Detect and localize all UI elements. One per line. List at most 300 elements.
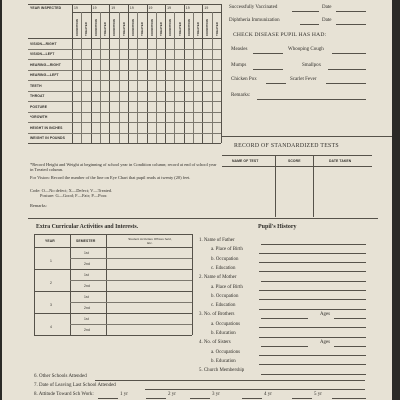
grid-cell[interactable] xyxy=(202,101,211,112)
posture-note: Posture: G—Good; F—Fair; P—Poor. xyxy=(40,193,108,198)
extra-year-label: 3 xyxy=(50,303,52,307)
grid-cell[interactable] xyxy=(128,101,137,112)
grid-col-header: TREATED xyxy=(140,22,145,36)
extra-activity-cell[interactable] xyxy=(107,270,191,279)
diphtheria-date-field[interactable] xyxy=(336,24,366,25)
vaccinated-date-field[interactable] xyxy=(336,11,366,12)
top-remarks-field[interactable] xyxy=(257,99,366,100)
vaccinated-label: Successfully Vaccinated xyxy=(229,5,278,10)
grid-col-header: TREATED xyxy=(84,22,89,36)
grid-cell[interactable] xyxy=(81,133,90,144)
grid-cell[interactable] xyxy=(109,49,118,60)
extra-heading: Extra Curricular Activities and Interests. xyxy=(36,224,139,230)
leaving-date-label: 7. Date of Leaving Last School Attended xyxy=(34,383,116,388)
grid-cell[interactable] xyxy=(174,70,183,81)
grid-cell[interactable] xyxy=(184,91,193,102)
year-prefix: 19 xyxy=(111,6,116,10)
history-item: 1. Name of Father xyxy=(199,238,235,243)
diphtheria-date-label: Date xyxy=(322,18,332,23)
attitude-field[interactable] xyxy=(242,398,262,399)
grid-cell[interactable] xyxy=(72,91,81,102)
grid-cell[interactable] xyxy=(193,112,202,123)
grid-cell[interactable] xyxy=(212,70,221,81)
grid-cell[interactable] xyxy=(174,59,183,70)
grid-cell[interactable] xyxy=(193,59,202,70)
grid-cell[interactable] xyxy=(156,122,165,133)
history-item: 2. Name of Mother xyxy=(199,275,237,281)
extra-row-line xyxy=(34,335,192,336)
top-right-divider xyxy=(222,136,392,137)
extra-semester-label: 2nd xyxy=(84,262,90,266)
grid-cell[interactable] xyxy=(184,101,193,112)
grid-cell[interactable] xyxy=(202,59,211,70)
disease-scarlet-fever: Scarlet Fever xyxy=(290,77,317,82)
grid-cell[interactable] xyxy=(174,49,183,60)
grid-cell[interactable] xyxy=(72,122,81,133)
history-item: a. Occupations xyxy=(211,321,241,327)
grid-cell[interactable] xyxy=(128,70,137,81)
grid-cell[interactable] xyxy=(100,59,109,70)
year-prefix: 19 xyxy=(74,6,78,10)
history-item: a. Place of Birth xyxy=(211,284,243,290)
history-field[interactable] xyxy=(259,309,366,310)
grid-col-header: CONDITION xyxy=(149,19,154,36)
grid-cell[interactable] xyxy=(137,133,146,144)
measles-field[interactable] xyxy=(253,53,283,54)
grid-cell[interactable] xyxy=(202,112,211,123)
tests-header-top xyxy=(222,155,372,156)
tests-col-name: NAME OF TEST xyxy=(232,159,259,163)
grid-cell[interactable] xyxy=(128,80,137,91)
grid-cell[interactable] xyxy=(137,122,146,133)
grid-cell[interactable] xyxy=(100,38,109,49)
history-item: b. Occupation xyxy=(211,256,239,262)
leaving-date-field[interactable] xyxy=(145,389,365,390)
history-item: a. Occupations xyxy=(211,349,241,355)
grid-cell[interactable] xyxy=(109,101,118,112)
attitude-field[interactable] xyxy=(146,398,166,399)
history-item: 5. Church Membership xyxy=(199,368,245,374)
history-field[interactable] xyxy=(259,271,366,272)
disease-smallpox: Smallpox xyxy=(302,63,322,68)
history-field[interactable] xyxy=(261,281,366,282)
diphtheria-label: Diphtheria Immunization xyxy=(229,18,280,23)
grid-cell[interactable] xyxy=(165,91,174,102)
grid-row-label: HEARING—LEFT xyxy=(30,73,59,77)
grid-cell[interactable] xyxy=(81,80,90,91)
grid-cell[interactable] xyxy=(165,101,174,112)
grid-col-header: CONDITION xyxy=(112,19,117,36)
grid-cell[interactable] xyxy=(91,80,100,91)
grid-cell[interactable] xyxy=(156,101,165,112)
grid-cell[interactable] xyxy=(91,38,100,49)
grid-cell[interactable] xyxy=(109,133,118,144)
history-field[interactable] xyxy=(259,327,366,328)
attitude-field[interactable] xyxy=(98,398,118,399)
grid-cell[interactable] xyxy=(165,112,174,123)
grid-cell[interactable] xyxy=(119,49,128,60)
grid-cell[interactable] xyxy=(193,80,202,91)
grid-cell[interactable] xyxy=(109,112,118,123)
grid-cell[interactable] xyxy=(212,80,221,91)
grid-cell[interactable] xyxy=(147,49,156,60)
grid-row-label: TEETH xyxy=(30,83,42,88)
grid-cell[interactable] xyxy=(184,70,193,81)
grid-cell[interactable] xyxy=(174,80,183,91)
grid-cell[interactable] xyxy=(81,112,90,123)
grid-cell[interactable] xyxy=(72,70,81,81)
grid-cell[interactable] xyxy=(174,112,183,123)
grid-cell[interactable] xyxy=(81,122,90,133)
grid-cell[interactable] xyxy=(156,70,165,81)
grid-cell[interactable] xyxy=(119,59,128,70)
grid-cell[interactable] xyxy=(72,59,81,70)
history-field[interactable] xyxy=(261,374,366,375)
grid-cell[interactable] xyxy=(91,91,100,102)
grid-cell[interactable] xyxy=(100,91,109,102)
history-field[interactable] xyxy=(259,355,366,356)
grid-cell[interactable] xyxy=(91,133,100,144)
extra-semester-label: 2nd xyxy=(84,328,90,332)
attitude-year-label: 3 yr xyxy=(212,392,220,397)
grid-cell[interactable] xyxy=(184,49,193,60)
grid-cell[interactable] xyxy=(174,122,183,133)
attitude-year-label: 5 yr xyxy=(314,392,322,397)
grid-col-header: TREATED xyxy=(103,22,107,36)
history-item: b. Education xyxy=(211,331,236,336)
grid-cell[interactable] xyxy=(109,59,118,70)
grid-cell[interactable] xyxy=(174,91,183,102)
history-field[interactable] xyxy=(261,318,308,319)
pupil-record-sheet xyxy=(2,0,392,400)
history-item: c. Education xyxy=(211,265,236,271)
extra-activity-cell[interactable] xyxy=(107,303,191,312)
grid-cell[interactable] xyxy=(91,101,100,112)
grid-cell[interactable] xyxy=(147,133,156,144)
grid-cell[interactable] xyxy=(193,49,202,60)
extra-right xyxy=(192,234,193,335)
history-field[interactable] xyxy=(261,346,308,347)
grid-cell[interactable] xyxy=(100,80,109,91)
grid-cell[interactable] xyxy=(128,59,137,70)
grid-cell[interactable] xyxy=(137,49,146,60)
grid-cell[interactable] xyxy=(72,112,81,123)
grid-cell[interactable] xyxy=(91,112,100,123)
grid-cell[interactable] xyxy=(72,38,81,49)
grid-cell[interactable] xyxy=(202,49,211,60)
attitude-year-label: 4 yr xyxy=(264,392,272,397)
tests-heading: RECORD OF STANDARDIZED TESTS xyxy=(234,143,339,149)
year-inspected-label: YEAR INSPECTED xyxy=(30,6,62,10)
grid-cell[interactable] xyxy=(212,49,221,60)
grid-cell[interactable] xyxy=(212,122,221,133)
grid-cell[interactable] xyxy=(165,59,174,70)
grid-remarks-label: Remarks: xyxy=(30,203,47,208)
grid-cell[interactable] xyxy=(184,59,193,70)
disease-mumps: Mumps xyxy=(231,63,247,68)
history-field[interactable] xyxy=(259,262,366,263)
extra-year-label: 2 xyxy=(50,281,52,285)
other-schools-label: 6. Other Schools Attended xyxy=(34,374,87,379)
extra-activity-cell[interactable] xyxy=(107,314,191,323)
attitude-field[interactable] xyxy=(190,398,210,399)
grid-col-header: TREATED xyxy=(196,22,201,36)
grid-cell[interactable] xyxy=(81,70,90,81)
disease-whooping-cough: Whooping Cough xyxy=(288,47,324,52)
history-item: b. Occupation xyxy=(211,293,239,299)
scarlet-fever-field[interactable] xyxy=(326,83,366,84)
attitude-year-label: 1 yr xyxy=(120,392,128,397)
grid-cell[interactable] xyxy=(174,133,183,144)
chicken-pox-field[interactable] xyxy=(266,83,286,84)
grid-row-label: THROAT xyxy=(30,94,45,98)
grid-cell[interactable] xyxy=(156,133,165,144)
year-prefix: 19 xyxy=(167,6,172,10)
grid-cell[interactable] xyxy=(119,133,128,144)
grid-cell[interactable] xyxy=(184,122,193,133)
grid-cell[interactable] xyxy=(147,91,156,102)
history-field[interactable] xyxy=(259,299,366,300)
grid-cell[interactable] xyxy=(100,70,109,81)
grid-cell[interactable] xyxy=(193,133,202,144)
history-item: 4. No. of Sisters xyxy=(199,340,231,346)
grid-cell[interactable] xyxy=(147,70,156,81)
history-field[interactable] xyxy=(259,337,366,338)
grid-cell[interactable] xyxy=(119,91,128,102)
grid-cell[interactable] xyxy=(202,38,211,49)
grid-cell[interactable] xyxy=(165,38,174,49)
grid-cell[interactable] xyxy=(184,38,193,49)
grid-cell[interactable] xyxy=(165,122,174,133)
history-ages-label: Ages xyxy=(320,340,331,346)
history-item: c. Education xyxy=(211,303,236,309)
extra-activity-cell[interactable] xyxy=(107,259,191,268)
grid-top-border xyxy=(28,4,221,5)
grid-cell[interactable] xyxy=(184,133,193,144)
year-prefix: 19 xyxy=(204,6,209,10)
grid-cell[interactable] xyxy=(165,133,174,144)
extra-semester-label: 1st xyxy=(84,317,89,321)
history-item: a. Place of Birth xyxy=(211,247,243,253)
history-item: 3. No. of Brothers xyxy=(199,312,235,318)
grid-row-label: POSTURE xyxy=(30,104,48,109)
history-ages-label: Ages xyxy=(320,312,331,318)
attitude-field[interactable] xyxy=(332,398,366,399)
history-ages-field[interactable] xyxy=(334,318,366,319)
grid-cell[interactable] xyxy=(137,70,146,81)
grid-cell[interactable] xyxy=(202,91,211,102)
history-field[interactable] xyxy=(259,364,366,365)
history-field[interactable] xyxy=(259,253,366,254)
grid-cell[interactable] xyxy=(184,80,193,91)
grid-cell[interactable] xyxy=(128,122,137,133)
grid-cell[interactable] xyxy=(202,122,211,133)
top-remarks-label: Remarks: xyxy=(231,93,251,98)
history-item: b. Education xyxy=(211,358,236,364)
tests-header-bottom xyxy=(222,166,372,167)
grid-cell[interactable] xyxy=(81,91,90,102)
grid-cell[interactable] xyxy=(100,122,109,133)
grid-cell[interactable] xyxy=(193,91,202,102)
grid-cell[interactable] xyxy=(137,112,146,123)
extra-activity-cell[interactable] xyxy=(107,248,191,257)
vaccinated-date-label: Date xyxy=(322,5,332,10)
grid-row-label: WEIGHT IN POUNDS xyxy=(30,136,65,140)
grid-cell[interactable] xyxy=(128,133,137,144)
grid-cell[interactable] xyxy=(72,80,81,91)
grid-col-header: TREATED xyxy=(121,22,126,36)
grid-row-label: VISION—RIGHT xyxy=(30,41,57,46)
grid-cell[interactable] xyxy=(119,112,128,123)
grid-cell[interactable] xyxy=(91,59,100,70)
grid-cell[interactable] xyxy=(147,38,156,49)
grid-cell[interactable] xyxy=(128,112,137,123)
grid-cell[interactable] xyxy=(212,112,221,123)
extra-year-label: 1 xyxy=(50,259,52,263)
grid-cell[interactable] xyxy=(147,122,156,133)
grid-cell[interactable] xyxy=(91,122,100,133)
grid-cell[interactable] xyxy=(72,101,81,112)
extra-activity-cell[interactable] xyxy=(107,292,191,301)
grid-cell[interactable] xyxy=(212,91,221,102)
grid-cell[interactable] xyxy=(156,49,165,60)
grid-cell[interactable] xyxy=(128,49,137,60)
grid-cell[interactable] xyxy=(156,91,165,102)
year-prefix: 19 xyxy=(129,6,134,10)
grid-cell[interactable] xyxy=(156,38,165,49)
tests-col-sep-2 xyxy=(313,155,314,217)
grid-cell[interactable] xyxy=(156,59,165,70)
grid-cell[interactable] xyxy=(156,80,165,91)
grid-cell[interactable] xyxy=(147,80,156,91)
grid-cell[interactable] xyxy=(137,91,146,102)
grid-cell[interactable] xyxy=(100,112,109,123)
grid-cell[interactable] xyxy=(137,80,146,91)
grid-cell[interactable] xyxy=(174,38,183,49)
grid-cell[interactable] xyxy=(119,101,128,112)
extra-activity-cell[interactable] xyxy=(107,281,191,290)
grid-cell[interactable] xyxy=(202,70,211,81)
history-field[interactable] xyxy=(261,244,366,245)
grid-col-header: CONDITION xyxy=(186,19,191,36)
grid-cell[interactable] xyxy=(165,49,174,60)
grid-cell[interactable] xyxy=(72,49,81,60)
tests-col-sep-1 xyxy=(275,155,276,217)
grid-cell[interactable] xyxy=(72,133,81,144)
grid-col-header: CONDITION xyxy=(93,19,98,36)
grid-cell[interactable] xyxy=(174,101,183,112)
grid-cell[interactable] xyxy=(137,101,146,112)
grid-cell[interactable] xyxy=(193,38,202,49)
tests-col-date: DATE TAKEN xyxy=(329,159,352,163)
grid-cell[interactable] xyxy=(81,101,90,112)
grid-cell[interactable] xyxy=(193,70,202,81)
grid-cell[interactable] xyxy=(147,59,156,70)
vision-note: For Vision: Record the number of the line on Eye Chart that pupil reads at twenty (20) feet. xyxy=(30,175,191,180)
grid-cell[interactable] xyxy=(100,49,109,60)
grid-cell[interactable] xyxy=(109,122,118,133)
grid-cell[interactable] xyxy=(193,122,202,133)
grid-col-header: TREATED xyxy=(214,22,219,36)
grid-cell[interactable] xyxy=(119,70,128,81)
grid-cell[interactable] xyxy=(128,38,137,49)
grid-cell[interactable] xyxy=(165,80,174,91)
grid-cell[interactable] xyxy=(109,91,118,102)
grid-cell[interactable] xyxy=(81,38,90,49)
grid-cell[interactable] xyxy=(100,133,109,144)
grid-cell[interactable] xyxy=(156,112,165,123)
grid-cell[interactable] xyxy=(91,49,100,60)
grid-cell[interactable] xyxy=(119,80,128,91)
grid-col-header: TREATED xyxy=(158,22,163,36)
grid-cell[interactable] xyxy=(81,59,90,70)
disease-chicken-pox: Chicken Pox xyxy=(231,77,257,82)
attitude-field[interactable] xyxy=(292,398,312,399)
mumps-field[interactable] xyxy=(253,69,283,70)
year-prefix: 19 xyxy=(92,6,97,10)
grid-cell[interactable] xyxy=(212,59,221,70)
year-prefix: 19 xyxy=(185,6,190,10)
grid-cell[interactable] xyxy=(91,70,100,81)
grid-cell[interactable] xyxy=(184,112,193,123)
smallpox-field[interactable] xyxy=(328,69,366,70)
grid-col-header: TREATED xyxy=(177,22,182,36)
year-prefix: 19 xyxy=(148,6,153,10)
grid-cell[interactable] xyxy=(147,112,156,123)
grid-cell[interactable] xyxy=(119,122,128,133)
grid-cell[interactable] xyxy=(119,38,128,49)
grid-cell[interactable] xyxy=(165,70,174,81)
grid-cell[interactable] xyxy=(100,101,109,112)
grid-cell[interactable] xyxy=(147,101,156,112)
grid-col-header: CONDITION xyxy=(168,19,173,36)
growth-note: *Record Height and Weight at beginning of school year in Condition column; record at end of school year in Treated column. xyxy=(30,162,217,173)
extra-activity-cell[interactable] xyxy=(107,325,191,334)
history-ages-field[interactable] xyxy=(334,346,366,347)
grid-cell[interactable] xyxy=(109,80,118,91)
grid-row-label: *GROWTH xyxy=(30,115,48,119)
extra-left xyxy=(34,234,35,335)
grid-cell[interactable] xyxy=(202,80,211,91)
grid-row-label: HEIGHT IN INCHES xyxy=(30,125,63,130)
grid-cell[interactable] xyxy=(193,101,202,112)
grid-cell[interactable] xyxy=(109,38,118,49)
grid-cell[interactable] xyxy=(137,59,146,70)
extra-sep-1 xyxy=(70,234,71,335)
extra-col-year: YEAR xyxy=(45,239,55,243)
grid-cell[interactable] xyxy=(137,38,146,49)
grid-cell[interactable] xyxy=(128,91,137,102)
grid-cell[interactable] xyxy=(81,49,90,60)
history-field[interactable] xyxy=(259,290,366,291)
grid-cell[interactable] xyxy=(109,70,118,81)
grid-cell[interactable] xyxy=(212,133,221,144)
other-schools-field[interactable] xyxy=(95,380,365,381)
diphtheria-field[interactable] xyxy=(300,24,319,25)
extra-semester-label: 2nd xyxy=(84,306,90,310)
grid-right-border xyxy=(221,4,222,143)
grid-cell[interactable] xyxy=(212,38,221,49)
extra-semester-label: 1st xyxy=(84,251,89,255)
tests-col-score: SCORE xyxy=(288,159,301,163)
grid-cell[interactable] xyxy=(212,101,221,112)
whooping-cough-field[interactable] xyxy=(332,53,366,54)
vaccinated-field[interactable] xyxy=(292,11,319,12)
extra-col-semester: SEMESTER xyxy=(76,239,96,243)
attitude-year-label: 2 yr xyxy=(168,392,176,397)
grid-cell[interactable] xyxy=(202,133,211,144)
grid-row-label: VISION—LEFT xyxy=(30,52,55,56)
